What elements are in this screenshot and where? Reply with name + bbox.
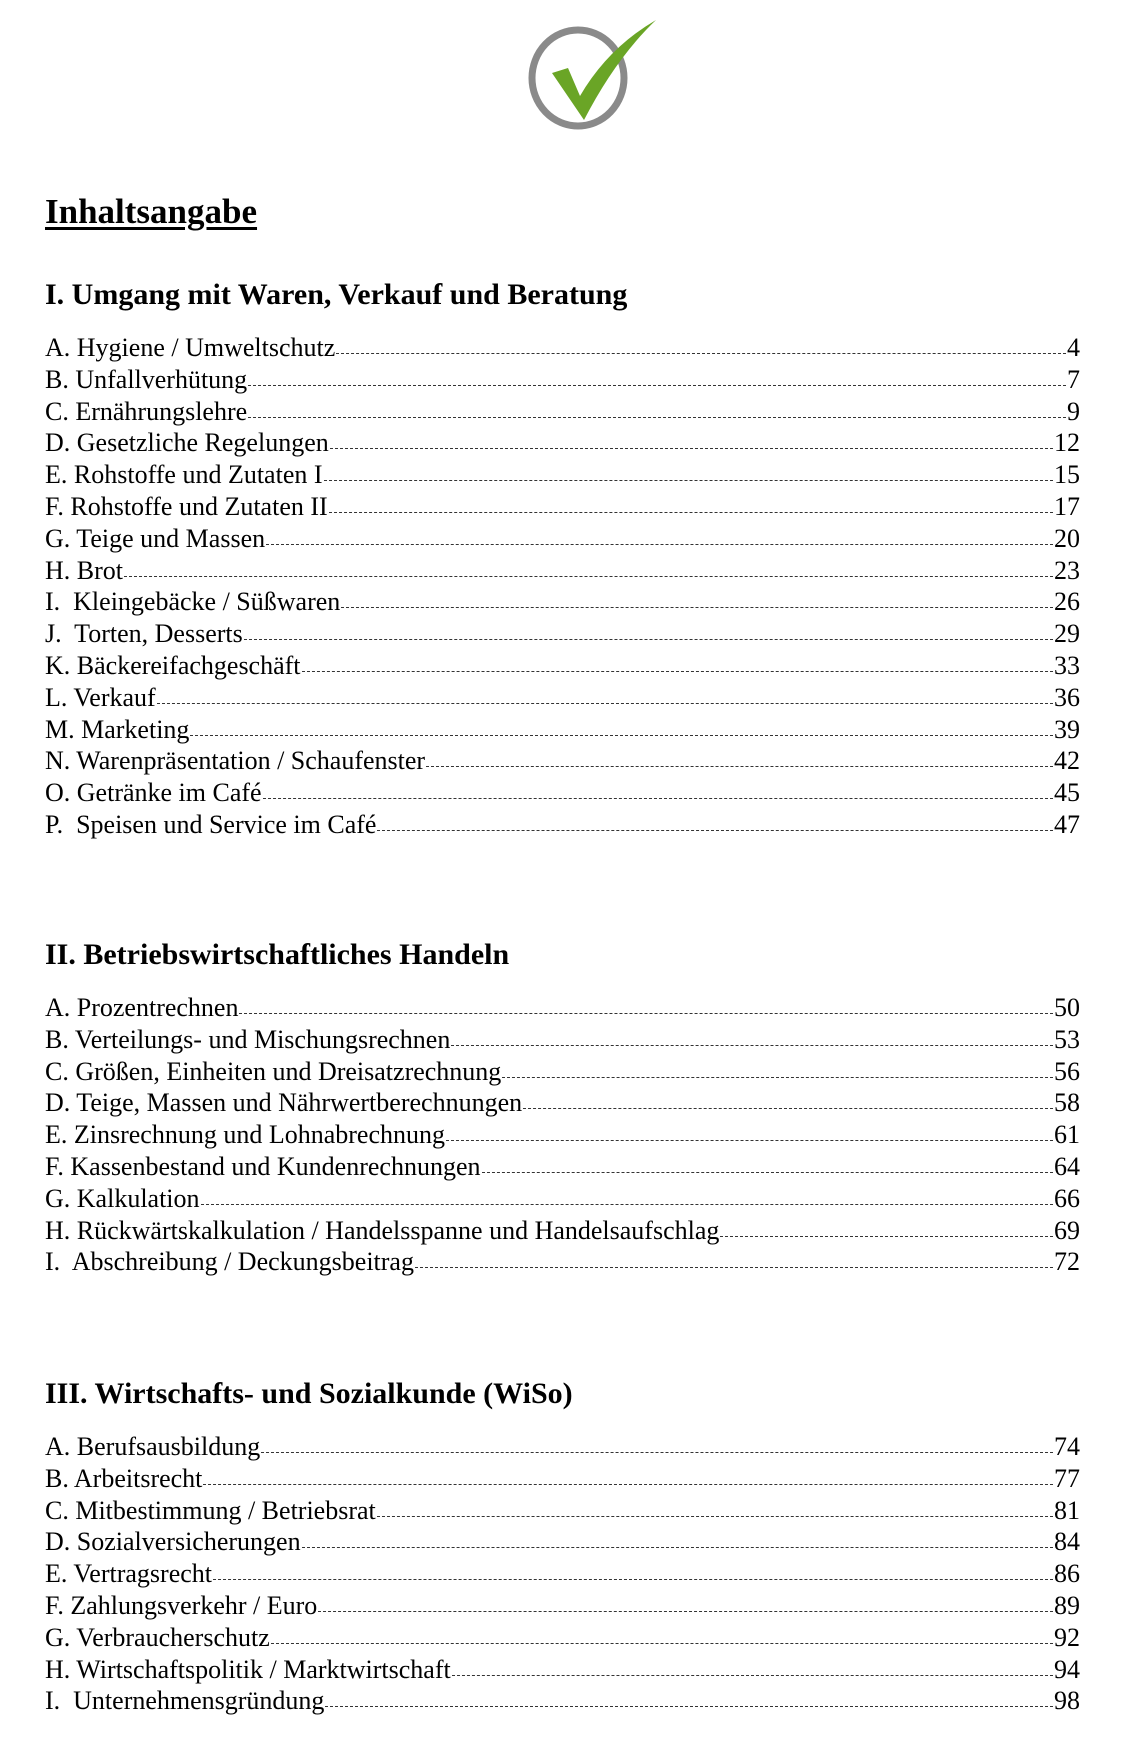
checkmark-circle-icon xyxy=(528,18,664,130)
dot-leader xyxy=(302,1547,1053,1548)
toc-entry-page: 39 xyxy=(1054,714,1080,744)
toc-entry-label: B. Verteilungs- und Mischungsrechnen xyxy=(45,1024,451,1054)
toc-entry[interactable] xyxy=(45,1119,1080,1151)
toc-entry[interactable] xyxy=(45,650,1080,682)
toc-entry-label: G. Verbraucherschutz xyxy=(45,1622,270,1652)
toc-entry-page: 77 xyxy=(1054,1463,1080,1493)
toc-entry-page: 9 xyxy=(1067,396,1080,426)
dot-leader xyxy=(244,639,1053,640)
toc-entry[interactable] xyxy=(45,427,1080,459)
toc-entry-label: O. Getränke im Café xyxy=(45,778,262,808)
toc-entry-label: C. Ernährungslehre xyxy=(45,396,248,426)
toc-entry-page: 36 xyxy=(1054,682,1080,712)
dot-leader xyxy=(190,735,1053,736)
toc-entry[interactable] xyxy=(45,555,1080,587)
toc-entry-label: G. Kalkulation xyxy=(45,1183,200,1213)
toc-entry[interactable] xyxy=(45,1654,1080,1686)
dot-leader xyxy=(263,798,1053,799)
toc-entry-page: 42 xyxy=(1054,746,1080,776)
toc-entry[interactable] xyxy=(45,1463,1080,1495)
toc-entry[interactable] xyxy=(45,1246,1080,1278)
toc-entry-label: C. Mitbestimmung / Betriebsrat xyxy=(45,1495,376,1525)
toc-entry-page: 4 xyxy=(1067,333,1080,362)
dot-leader xyxy=(336,353,1066,354)
dot-leader xyxy=(330,448,1053,449)
dot-leader xyxy=(341,607,1053,608)
toc-entry-label: E. Zinsrechnung und Lohnabrechnung xyxy=(45,1120,446,1150)
toc-entry[interactable] xyxy=(45,523,1080,555)
toc-entry[interactable] xyxy=(45,1685,1080,1717)
toc-entry-label: I. Unternehmensgründung xyxy=(45,1686,325,1716)
toc-entry-page: 12 xyxy=(1054,428,1080,458)
section-heading: II. Betriebswirtschaftliches Handeln xyxy=(45,938,510,971)
toc-entries xyxy=(45,1431,1080,1717)
toc-entry-page: 45 xyxy=(1054,778,1080,808)
toc-entry-page: 84 xyxy=(1054,1527,1080,1557)
dot-leader xyxy=(446,1140,1053,1141)
toc-section-2 xyxy=(45,935,1080,1278)
toc-entry-label: J. Torten, Desserts xyxy=(45,619,243,649)
dot-leader xyxy=(248,417,1066,418)
dot-leader xyxy=(261,1452,1053,1453)
toc-entry-page: 15 xyxy=(1054,460,1080,490)
toc-entry-page: 72 xyxy=(1054,1247,1080,1277)
toc-entry[interactable] xyxy=(45,745,1080,777)
toc-entry-label: H. Wirtschaftspolitik / Marktwirtschaft xyxy=(45,1654,451,1684)
toc-entry[interactable] xyxy=(45,1590,1080,1622)
dot-leader xyxy=(451,1045,1053,1046)
dot-leader xyxy=(302,671,1053,672)
dot-leader xyxy=(377,830,1053,831)
toc-entry[interactable] xyxy=(45,714,1080,746)
toc-entry-label: A. Hygiene / Umweltschutz xyxy=(45,333,336,362)
toc-entry-label: N. Warenpräsentation / Schaufenster xyxy=(45,746,426,776)
section-heading: III. Wirtschafts- und Sozialkunde (WiSo) xyxy=(45,1377,573,1410)
toc-entry-page: 64 xyxy=(1054,1151,1080,1181)
toc-entry-label: A. Berufsausbildung xyxy=(45,1432,261,1461)
toc-entry[interactable] xyxy=(45,682,1080,714)
toc-entry-label: C. Größen, Einheiten und Dreisatzrechnung xyxy=(45,1056,502,1086)
dot-leader xyxy=(266,544,1053,545)
toc-entry[interactable] xyxy=(45,809,1080,841)
toc-entry[interactable] xyxy=(45,1024,1080,1056)
section-heading: I. Umgang mit Waren, Verkauf und Beratung xyxy=(45,278,628,311)
toc-entry-label: D. Gesetzliche Regelungen xyxy=(45,428,329,458)
toc-entry-page: 47 xyxy=(1054,809,1080,839)
toc-entry-label: L. Verkauf xyxy=(45,682,156,712)
toc-entry-page: 23 xyxy=(1054,555,1080,585)
dot-leader xyxy=(452,1675,1053,1676)
toc-entry-label: E. Rohstoffe und Zutaten I xyxy=(45,460,323,490)
toc-entry[interactable] xyxy=(45,491,1080,523)
toc-entry[interactable] xyxy=(45,1622,1080,1654)
toc-entry[interactable] xyxy=(45,618,1080,650)
toc-entry[interactable] xyxy=(45,777,1080,809)
toc-entry-label: P. Speisen und Service im Café xyxy=(45,809,377,839)
dot-leader xyxy=(325,1706,1053,1707)
toc-section-1 xyxy=(45,275,1080,841)
toc-entry[interactable] xyxy=(45,1183,1080,1215)
toc-entry-label: D. Teige, Massen und Nährwertberechnungen xyxy=(45,1088,523,1118)
toc-entry-page: 69 xyxy=(1054,1215,1080,1245)
toc-entry-page: 20 xyxy=(1054,523,1080,553)
dot-leader xyxy=(213,1579,1053,1580)
toc-entry-label: B. Unfallverhütung xyxy=(45,364,248,394)
toc-entry-page: 98 xyxy=(1054,1686,1080,1716)
dot-leader xyxy=(482,1172,1054,1173)
toc-entry-label: F. Rohstoffe und Zutaten II xyxy=(45,491,328,521)
toc-entry-page: 17 xyxy=(1054,491,1080,521)
toc-entry-label: E. Vertragsrecht xyxy=(45,1559,213,1589)
toc-entry[interactable] xyxy=(45,1526,1080,1558)
toc-entry-label: B. Arbeitsrecht xyxy=(45,1463,203,1493)
toc-entries xyxy=(45,332,1080,841)
dot-leader xyxy=(124,576,1053,577)
toc-entry-page: 61 xyxy=(1054,1120,1080,1150)
toc-entry[interactable] xyxy=(45,396,1080,428)
dot-leader xyxy=(157,703,1053,704)
toc-entry-label: H. Rückwärtskalkulation / Handelsspanne und Handelsaufschlag xyxy=(45,1215,720,1245)
toc-entry[interactable] xyxy=(45,1151,1080,1183)
toc-entry-label: F. Zahlungsverkehr / Euro xyxy=(45,1590,318,1620)
toc-entry-page: 29 xyxy=(1054,619,1080,649)
toc-entry[interactable] xyxy=(45,1558,1080,1590)
toc-entry-label: M. Marketing xyxy=(45,714,190,744)
dot-leader xyxy=(329,512,1053,513)
toc-entry-page: 86 xyxy=(1054,1559,1080,1589)
dot-leader xyxy=(271,1643,1053,1644)
dot-leader xyxy=(324,480,1053,481)
toc-entry-label: F. Kassenbestand und Kundenrechnungen xyxy=(45,1151,481,1181)
dot-leader xyxy=(201,1204,1053,1205)
dot-leader xyxy=(720,1236,1053,1237)
toc-entry[interactable] xyxy=(45,1431,1080,1463)
toc-entry-page: 53 xyxy=(1054,1024,1080,1054)
toc-entry-page: 33 xyxy=(1054,650,1080,680)
toc-entry-page: 26 xyxy=(1054,587,1080,617)
toc-entry-page: 94 xyxy=(1054,1654,1080,1684)
dot-leader xyxy=(426,766,1053,767)
toc-entry-label: G. Teige und Massen xyxy=(45,523,266,553)
toc-entry-page: 56 xyxy=(1054,1056,1080,1086)
toc-entry-page: 81 xyxy=(1054,1495,1080,1525)
dot-leader xyxy=(377,1516,1053,1517)
toc-entry-label: D. Sozialversicherungen xyxy=(45,1527,301,1557)
toc-entries xyxy=(45,992,1080,1278)
dot-leader xyxy=(239,1013,1053,1014)
toc-entry-page: 66 xyxy=(1054,1183,1080,1213)
dot-leader xyxy=(248,385,1066,386)
page-title: Inhaltsangabe xyxy=(45,192,258,231)
toc-entry-label: K. Bäckereifachgeschäft xyxy=(45,650,301,680)
toc-entry[interactable] xyxy=(45,1056,1080,1088)
dot-leader xyxy=(523,1108,1053,1109)
toc-entry-page: 7 xyxy=(1067,364,1080,394)
toc-entry[interactable] xyxy=(45,1087,1080,1119)
toc-entry[interactable] xyxy=(45,586,1080,618)
toc-entry-label: I. Kleingebäcke / Süßwaren xyxy=(45,587,341,617)
toc-entry-page: 74 xyxy=(1054,1432,1080,1461)
toc-entry-page: 50 xyxy=(1054,993,1080,1022)
toc-section-3 xyxy=(45,1374,1080,1717)
toc-entry[interactable] xyxy=(45,332,1080,364)
dot-leader xyxy=(502,1077,1053,1078)
toc-entry-label: H. Brot xyxy=(45,555,123,585)
toc-entry-page: 92 xyxy=(1054,1622,1080,1652)
toc-entry[interactable] xyxy=(45,364,1080,396)
toc-entry-label: A. Prozentrechnen xyxy=(45,993,239,1022)
toc-entry[interactable] xyxy=(45,1495,1080,1527)
toc-entry-label: I. Abschreibung / Deckungsbeitrag xyxy=(45,1247,414,1277)
dot-leader xyxy=(318,1611,1053,1612)
toc-entry-page: 58 xyxy=(1054,1088,1080,1118)
toc-entry-page: 89 xyxy=(1054,1590,1080,1620)
dot-leader xyxy=(203,1484,1053,1485)
toc-entry[interactable] xyxy=(45,459,1080,491)
dot-leader xyxy=(415,1267,1053,1268)
toc-entry[interactable] xyxy=(45,992,1080,1024)
toc-entry[interactable] xyxy=(45,1215,1080,1247)
